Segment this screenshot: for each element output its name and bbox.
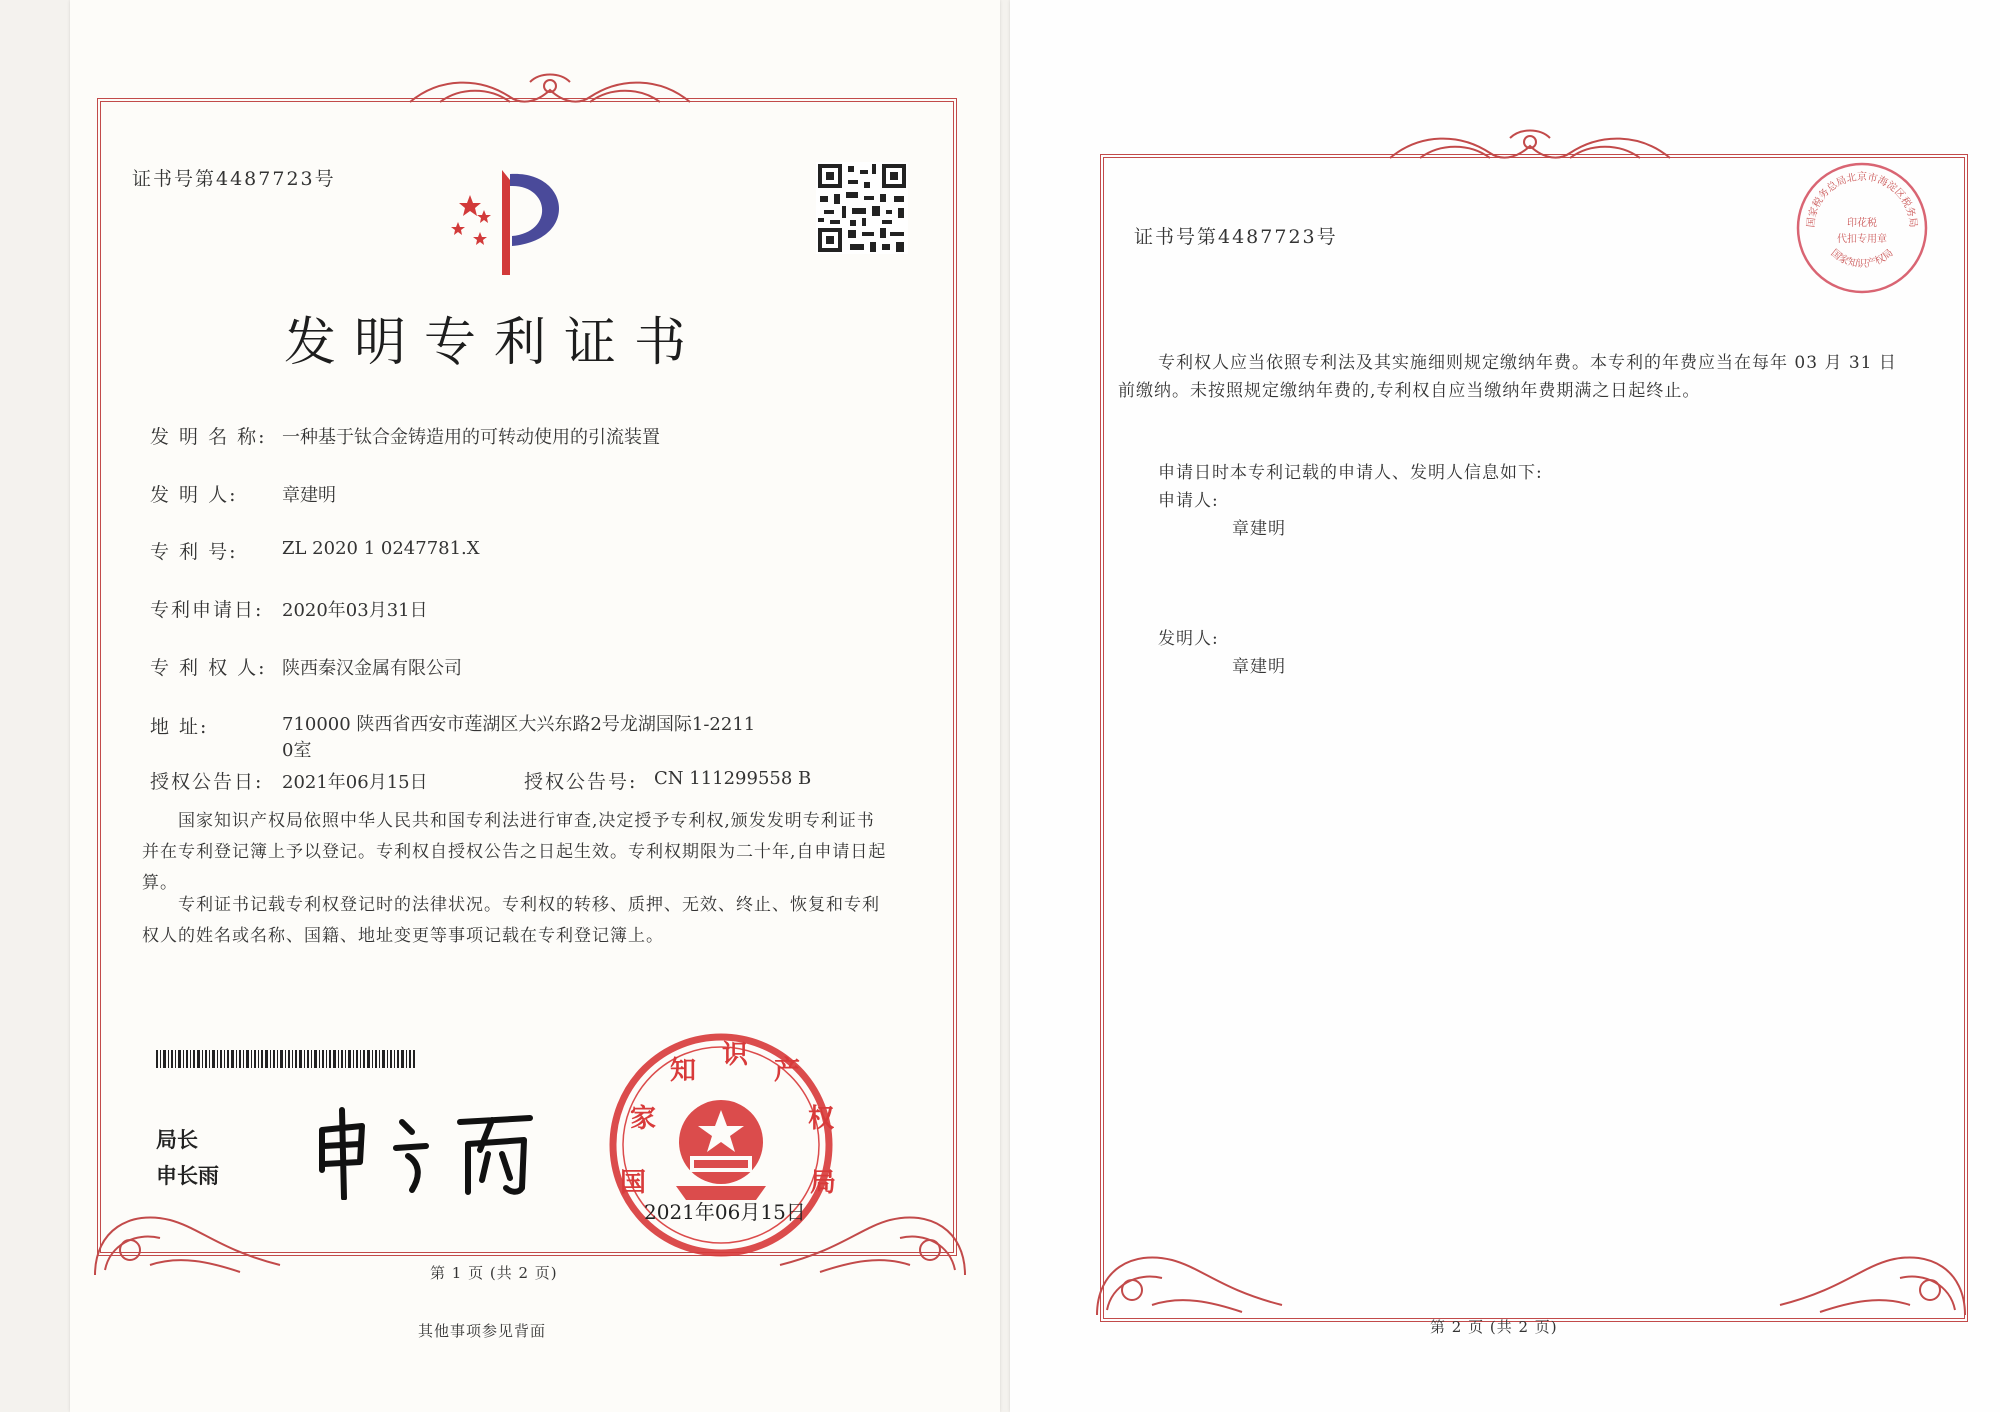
grant-statement-paragraph: 国家知识产权局依照中华人民共和国专利法进行审查,决定授予专利权,颁发发明专利证书并在专利登记簿上予以登记。专利权自授权公告之日起生效。专利权期限为二十年,自申请日起算。: [142, 811, 887, 893]
bottom-note: 其他事项参见背面: [418, 1322, 547, 1340]
legal-status-paragraph: 专利证书记载专利权登记时的法律状况。专利权的转移、质押、无效、终止、恢复和专利权人的姓名或名称、国籍、地址变更等事项记载在专利登记簿上。: [142, 895, 880, 946]
inventor-label: 发明人:: [1158, 629, 1219, 649]
field-value-invention-name: 一种基于钛合金铸造用的可转动使用的引流装置: [282, 427, 660, 448]
field-value-address: 710000 陕西省西安市莲湖区大兴东路2号龙湖国际1-2211: [282, 714, 756, 735]
svg-text:国家知识产权局: [1828, 247, 1895, 270]
signature-icon: [310, 1100, 550, 1200]
inventor-value: 章建明: [1232, 657, 1286, 677]
field-value-application-date: 2020年03月31日: [282, 600, 428, 621]
certificate-page-2: [1010, 0, 2000, 1412]
stamp-mid-text-2: 代扣专用章: [1837, 234, 1887, 245]
grant-number-label: 授权公告号:: [524, 771, 638, 793]
stamp-duty-seal-icon: [1792, 158, 1932, 298]
stamp-top-text: 国家税务总局北京市海淀区税务局: [1805, 172, 1919, 229]
certificate-number: 证书号第4487723号: [132, 168, 336, 190]
seal-char-5: 产: [774, 1056, 801, 1086]
certificate-number: 证书号第4487723号: [1134, 226, 1338, 248]
seal-date: 2021年06月15日: [644, 1200, 806, 1224]
info-header: 申请日时本专利记载的申请人、发明人信息如下:: [1158, 463, 1543, 483]
field-value-address-line2: 0室: [282, 740, 312, 761]
seal-char-7: 局: [810, 1168, 837, 1198]
director-title: 局长: [156, 1128, 198, 1152]
grant-date-label: 授权公告日:: [150, 771, 264, 793]
bottom-right-ornament-icon: [1770, 1210, 1970, 1320]
field-value-inventor: 章建明: [282, 485, 336, 506]
certificate-border: [1100, 154, 1968, 1322]
official-seal-icon: [606, 1030, 836, 1260]
applicant-label: 申请人:: [1158, 491, 1219, 511]
seal-char-2: 家: [630, 1104, 657, 1134]
page-number-1: 第 1 页 (共 2 页): [430, 1264, 558, 1282]
stamp-bottom-text: 国家知识产权局: [1828, 247, 1896, 270]
field-label-invention-name: 发 明 名 称:: [150, 426, 267, 448]
stamp-mid-text-1: 印花税: [1847, 218, 1877, 229]
field-label-inventor: 发 明 人:: [150, 484, 238, 506]
applicant-value: 章建明: [1232, 519, 1286, 539]
seal-char-6: 权: [808, 1104, 835, 1134]
patent-office-logo-icon: [440, 160, 590, 280]
field-label-address: 地 址:: [150, 716, 209, 738]
annual-fee-notice-line1: 专利权人应当依照专利法及其实施细则规定缴纳年费。本专利的年费应当在每年 03 月 31 日: [1158, 353, 1897, 373]
field-value-patentee: 陕西秦汉金属有限公司: [282, 658, 462, 679]
field-label-patentee: 专 利 权 人:: [150, 657, 267, 679]
seal-char-3: 知: [670, 1056, 697, 1086]
certificate-page-1: [70, 0, 1000, 1412]
qr-code-icon: [816, 162, 908, 254]
field-label-patent-number: 专 利 号:: [150, 541, 238, 563]
barcode-icon: [156, 1050, 416, 1068]
page-number-2: 第 2 页 (共 2 页): [1430, 1318, 1558, 1336]
grant-date-value: 2021年06月15日: [282, 772, 428, 793]
seal-char-4: 识: [722, 1040, 749, 1070]
field-value-patent-number: ZL 2020 1 0247781.X: [282, 538, 480, 559]
annual-fee-notice-line2: 前缴纳。未按照规定缴纳年费的,专利权自应当缴纳年费期满之日起终止。: [1118, 381, 1701, 401]
bottom-left-ornament-icon: [1092, 1210, 1292, 1320]
director-name: 申长雨: [156, 1164, 219, 1188]
certificate-title: 发明专利证书: [284, 313, 705, 373]
grant-number-value: CN 111299558 B: [654, 768, 812, 789]
field-label-application-date: 专利申请日:: [150, 599, 264, 621]
seal-char-1: 国: [620, 1168, 647, 1198]
